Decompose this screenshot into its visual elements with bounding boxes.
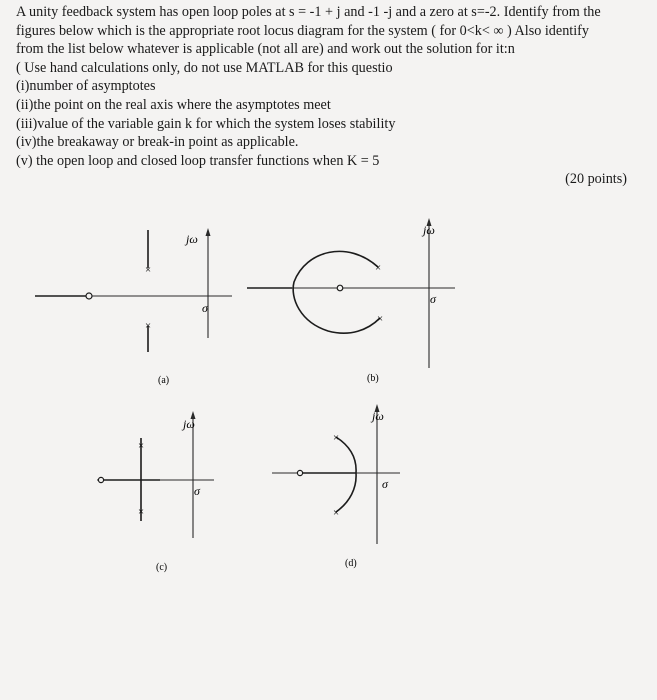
root-locus-diagram-b bbox=[247, 218, 455, 384]
question-item-iv: (iv)the breakaway or break-in point as applicable. bbox=[16, 134, 299, 151]
question-item-v: (v) the open loop and closed loop transfer functions when K = 5 bbox=[16, 152, 380, 169]
question-line-3: from the list below whatever is applicable (not all are) and work out the solution for it:n bbox=[16, 41, 515, 58]
question-line-2: figures below which is the appropriate root locus diagram for the system ( for 0<k< ∞ ) Also identify bbox=[16, 22, 589, 39]
question-line-1: A unity feedback system has open loop poles at s = -1 + j and -1 -j and a zero at s=-2. Identify from the bbox=[16, 4, 601, 20]
caption-a: (a) bbox=[158, 375, 170, 386]
root-locus-diagram-a bbox=[35, 228, 232, 386]
pole-marker-upper-d: × bbox=[332, 432, 340, 444]
imag-axis-label-d: jω bbox=[372, 409, 384, 423]
locus-curve-d bbox=[336, 437, 356, 512]
pole-marker-lower-d: × bbox=[332, 507, 340, 519]
imag-axis-label-b: jω bbox=[423, 223, 435, 237]
imag-axis-arrow-a bbox=[206, 228, 211, 236]
pole-marker-upper-b: × bbox=[374, 262, 382, 274]
question-item-i: (i)number of asymptotes bbox=[16, 78, 156, 95]
zero-marker-a bbox=[86, 293, 92, 299]
question-line-4: ( Use hand calculations only, do not use MATLAB for this questio bbox=[16, 59, 393, 76]
imag-axis-label-a: jω bbox=[186, 232, 198, 246]
pole-marker-lower-a: × bbox=[144, 320, 152, 332]
real-axis-label-b: σ bbox=[430, 292, 436, 306]
pole-marker-upper-c: × bbox=[137, 440, 145, 452]
pole-marker-lower-c: × bbox=[137, 506, 145, 518]
real-axis-label-d: σ bbox=[382, 477, 388, 491]
real-axis-label-a: σ bbox=[202, 301, 208, 315]
zero-marker-b bbox=[337, 285, 343, 291]
locus-circle-b bbox=[293, 251, 380, 333]
question-item-ii: (ii)the point on the real axis where the asymptotes meet bbox=[16, 96, 331, 113]
caption-d: (d) bbox=[345, 558, 357, 569]
imag-axis-label-c: jω bbox=[183, 417, 195, 431]
pole-marker-lower-b: × bbox=[376, 313, 384, 325]
root-locus-diagram-d bbox=[272, 404, 400, 569]
zero-marker-d bbox=[297, 470, 302, 475]
root-locus-diagram-c bbox=[97, 411, 214, 573]
caption-b: (b) bbox=[367, 373, 379, 384]
real-axis-label-c: σ bbox=[194, 484, 200, 498]
zero-marker-c bbox=[98, 477, 103, 482]
pole-marker-upper-a: × bbox=[144, 264, 152, 276]
question-item-iii: (iii)value of the variable gain k for which the system loses stability bbox=[16, 115, 396, 132]
caption-c: (c) bbox=[156, 562, 168, 573]
points-label: (20 points) bbox=[565, 171, 627, 187]
